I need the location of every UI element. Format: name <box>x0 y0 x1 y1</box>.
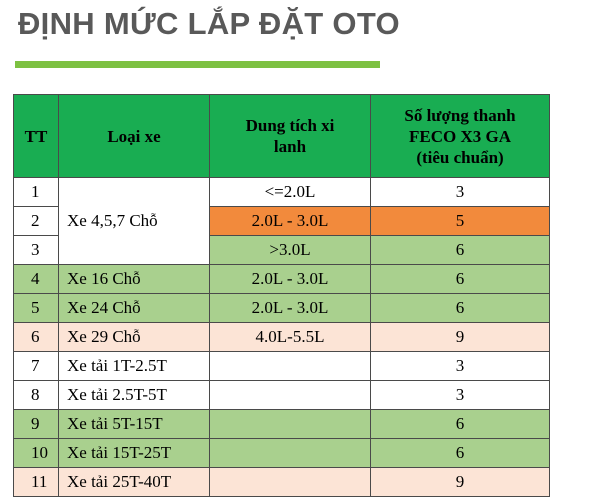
cylinder-cell: 4.0L-5.5L <box>210 323 371 352</box>
row-number: 11 <box>14 468 59 497</box>
table-row <box>14 381 550 410</box>
header-vehicle-type: Loại xe <box>59 95 210 178</box>
row-number: 5 <box>14 294 59 323</box>
cylinder-cell <box>210 381 371 410</box>
cylinder-cell <box>210 410 371 439</box>
header-cylinder: Dung tích xi lanh <box>210 95 371 178</box>
cylinder-cell <box>210 352 371 381</box>
vehicle-type-cell: Xe tải 15T-25T <box>59 439 210 468</box>
quantity-cell: 6 <box>371 236 550 265</box>
quantity-cell: 3 <box>371 352 550 381</box>
table-row <box>14 265 550 294</box>
cylinder-cell: <=2.0L <box>210 178 371 207</box>
quantity-cell: 9 <box>371 323 550 352</box>
installation-norm-table <box>13 94 550 497</box>
cylinder-cell: 2.0L - 3.0L <box>210 265 371 294</box>
row-number: 2 <box>14 207 59 236</box>
quantity-cell: 6 <box>371 410 550 439</box>
header-quantity: Số lượng thanh FECO X3 GA (tiêu chuẩn) <box>371 95 550 178</box>
vehicle-type-cell: Xe tải 1T-2.5T <box>59 352 210 381</box>
table-row <box>14 323 550 352</box>
vehicle-type-cell: Xe tải 5T-15T <box>59 410 210 439</box>
quantity-cell: 6 <box>371 265 550 294</box>
vehicle-type-cell: Xe tải 25T-40T <box>59 468 210 497</box>
table-row <box>14 410 550 439</box>
table-row <box>14 352 550 381</box>
table-row <box>14 468 550 497</box>
cylinder-cell <box>210 439 371 468</box>
cylinder-cell: 2.0L - 3.0L <box>210 207 371 236</box>
vehicle-type-cell: Xe 24 Chỗ <box>59 294 210 323</box>
table-header-row <box>14 95 550 178</box>
row-number: 1 <box>14 178 59 207</box>
page-title: ĐỊNH MỨC LẮP ĐẶT OTO <box>18 6 400 41</box>
row-number: 9 <box>14 410 59 439</box>
cylinder-cell: 2.0L - 3.0L <box>210 294 371 323</box>
vehicle-type-merged: Xe 4,5,7 Chỗ <box>59 178 210 265</box>
cylinder-cell: >3.0L <box>210 236 371 265</box>
row-number: 7 <box>14 352 59 381</box>
quantity-cell: 3 <box>371 178 550 207</box>
title-underline <box>15 61 380 68</box>
quantity-cell: 3 <box>371 381 550 410</box>
vehicle-type-cell: Xe 29 Chỗ <box>59 323 210 352</box>
row-number: 6 <box>14 323 59 352</box>
quantity-cell: 5 <box>371 207 550 236</box>
quantity-cell: 9 <box>371 468 550 497</box>
row-number: 4 <box>14 265 59 294</box>
quantity-cell: 6 <box>371 294 550 323</box>
vehicle-type-cell: Xe 16 Chỗ <box>59 265 210 294</box>
cylinder-cell <box>210 468 371 497</box>
vehicle-type-cell: Xe tải 2.5T-5T <box>59 381 210 410</box>
row-number: 8 <box>14 381 59 410</box>
table-row <box>14 294 550 323</box>
table-row <box>14 439 550 468</box>
quantity-cell: 6 <box>371 439 550 468</box>
row-number: 10 <box>14 439 59 468</box>
row-number: 3 <box>14 236 59 265</box>
table-row <box>14 178 550 207</box>
header-tt: TT <box>14 95 59 178</box>
